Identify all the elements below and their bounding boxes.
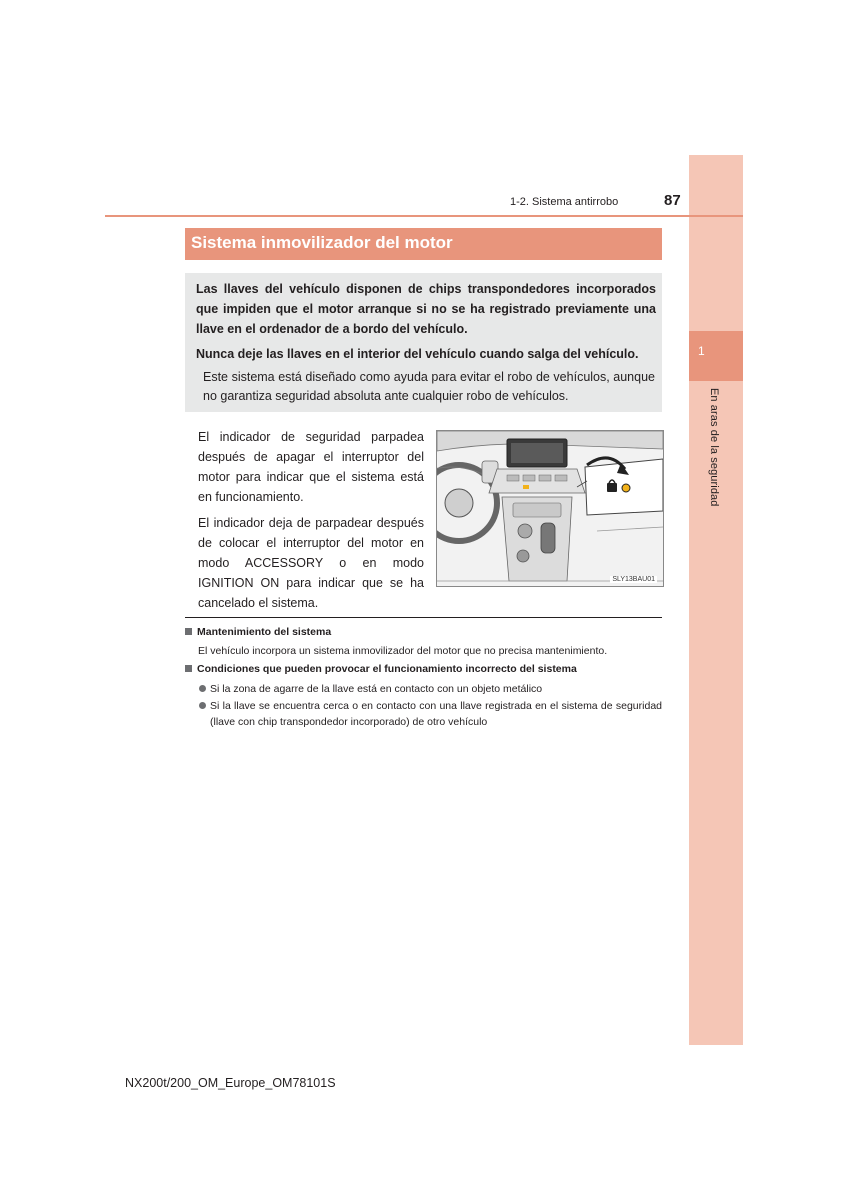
section-title-bar <box>185 228 662 260</box>
footer-code: NX200t/200_OM_Europe_OM78101S <box>125 1076 336 1090</box>
condition-bullet-text: Si la zona de agarre de la llave está en contacto con un objeto metálico <box>210 683 543 695</box>
dashboard-illustration <box>436 430 664 587</box>
chapter-tab <box>689 155 743 1045</box>
note-maintenance-text: El vehículo incorpora un sistema inmovilizador del motor que no precisa mantenimiento. <box>198 645 608 657</box>
page-number: 87 <box>664 192 681 209</box>
chapter-label: En aras de la seguridad <box>708 388 720 507</box>
square-bullet-icon <box>185 628 192 635</box>
intro-paragraph-3: Este sistema está diseñado como ayuda para evitar el robo de vehículos, aunque no garantiza seguridad absoluta ante cualquier robo de vehículos. <box>203 370 655 403</box>
intro-paragraph-2: Nunca deje las llaves en el interior del vehículo cuando salga del vehículo. <box>196 347 639 361</box>
section-title: Sistema inmovilizador del motor <box>191 233 453 252</box>
condition-bullet-1 <box>210 681 662 697</box>
circle-bullet-icon <box>199 685 206 692</box>
condition-bullet-2 <box>210 698 662 730</box>
body-text <box>198 427 424 619</box>
illustration-code: SLY13BAU01 <box>612 576 655 583</box>
circle-bullet-icon <box>199 702 206 709</box>
dashboard-drawing <box>437 431 663 586</box>
header-section: 1-2. Sistema antirrobo <box>510 196 619 208</box>
note-maintenance-title: Mantenimiento del sistema <box>197 626 332 638</box>
note-maintenance-heading <box>185 626 331 638</box>
condition-bullet-text: Si la llave se encuentra cerca o en contacto con una llave registrada en el sistema de seguridad (llave con chip transpondedor incorporado) de otro vehículo <box>210 700 662 728</box>
chapter-number: 1 <box>698 344 705 358</box>
notes-rule <box>185 617 662 618</box>
body-paragraph-1: El indicador de seguridad parpadea después de apagar el interruptor del motor para indicar que el sistema está en funcionamiento. <box>198 430 424 504</box>
square-bullet-icon <box>185 665 192 672</box>
intro-box <box>185 273 662 412</box>
body-paragraph-2: El indicador deja de parpadear después de colocar el interruptor del motor en modo ACCESSORY o en modo IGNITION ON para indicar que se ha cancelado el sistema. <box>198 516 424 610</box>
note-conditions-heading <box>185 663 577 675</box>
intro-paragraph-1: Las llaves del vehículo disponen de chips transpondedores incorporados que impiden que el motor arranque si no se ha registrado previamente una llave en el ordenador de a bordo del vehículo. <box>196 282 656 336</box>
header-rule <box>105 215 743 217</box>
note-conditions-title: Condiciones que pueden provocar el funcionamiento incorrecto del sistema <box>197 663 577 675</box>
